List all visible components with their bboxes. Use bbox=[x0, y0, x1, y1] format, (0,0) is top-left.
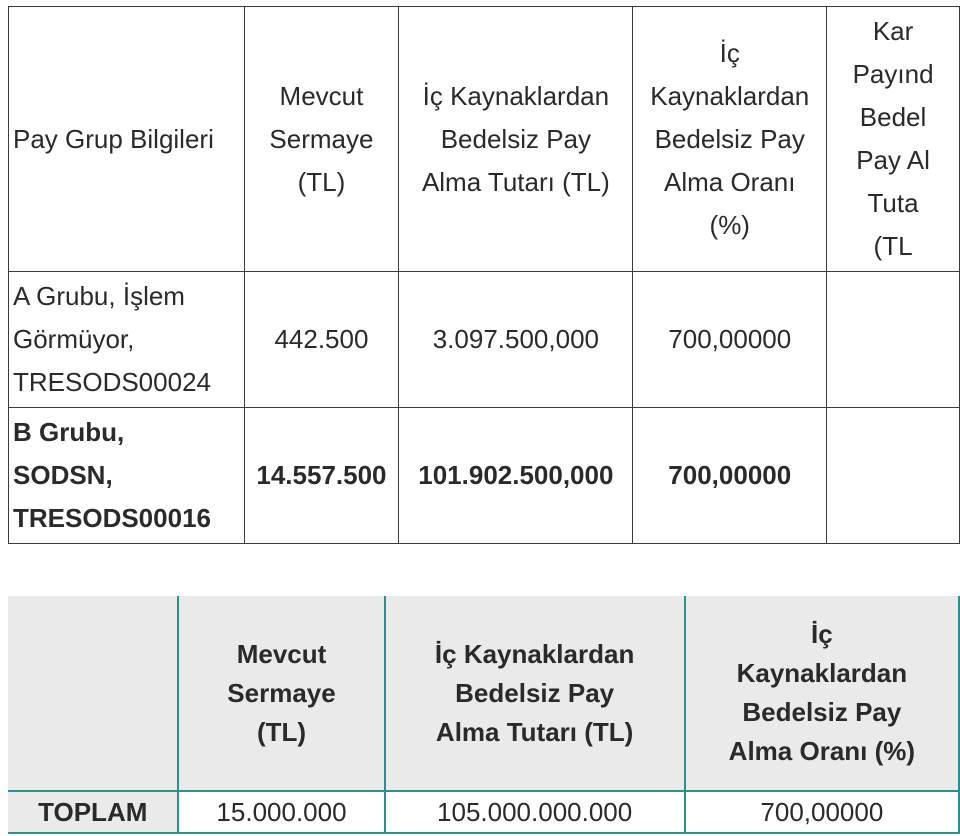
total-bonus-ratio-cell: 700,00000 bbox=[685, 791, 959, 833]
group-label-line: A Grubu, İşlem bbox=[13, 281, 185, 311]
header-line: Kaynaklardan bbox=[650, 80, 810, 111]
header-line: Tuta bbox=[867, 188, 919, 218]
header-line: Mevcut bbox=[236, 638, 327, 669]
group-label-line: Görmüyor, bbox=[13, 324, 135, 354]
header-line: İç Kaynaklardan bbox=[422, 80, 610, 111]
total-bonus-amount-cell: 105.000.000.000 bbox=[385, 791, 685, 833]
header-line: Bedelsiz Pay bbox=[455, 677, 615, 708]
header-line: (TL) bbox=[256, 716, 307, 747]
group-label-line: TRESODS00016 bbox=[13, 503, 211, 533]
header-dividend-partial bbox=[827, 7, 960, 272]
group-label-line: TRESODS00024 bbox=[13, 367, 211, 397]
header-line: İç bbox=[719, 37, 740, 68]
group-label-cell bbox=[9, 272, 245, 408]
header-line: (TL bbox=[873, 231, 913, 261]
header-current-capital bbox=[178, 596, 384, 791]
group-label-line: B Grubu, bbox=[13, 417, 125, 447]
header-line: Bedelsiz Pay bbox=[654, 123, 805, 154]
total-label: TOPLAM bbox=[8, 791, 178, 833]
header-line: Alma Tutarı (TL) bbox=[435, 716, 634, 747]
group-label-cell bbox=[9, 408, 245, 544]
header-line: Pay Grup Bilgileri bbox=[13, 123, 214, 154]
header-line: Bedel bbox=[859, 102, 927, 132]
header-bonus-ratio bbox=[685, 596, 959, 791]
bonus-amount-cell: 3.097.500,000 bbox=[399, 272, 633, 408]
header-line: Alma Tutarı (TL) bbox=[421, 166, 610, 197]
bonus-amount-cell: 101.902.500,000 bbox=[399, 408, 633, 544]
header-line: Payınd bbox=[852, 59, 934, 89]
header-line: Bedelsiz Pay bbox=[440, 123, 592, 154]
header-line: (%) bbox=[709, 209, 750, 240]
total-table bbox=[8, 596, 960, 834]
header-bonus-amount bbox=[399, 7, 633, 272]
capital-cell: 442.500 bbox=[244, 272, 399, 408]
dividend-cell bbox=[827, 408, 960, 544]
header-line: Sermaye bbox=[227, 677, 336, 708]
bonus-ratio-cell: 700,00000 bbox=[633, 272, 827, 408]
capital-cell: 14.557.500 bbox=[244, 408, 399, 544]
header-line: İç bbox=[811, 619, 833, 649]
group-details-table bbox=[8, 6, 960, 544]
header-line: Bedelsiz Pay bbox=[742, 697, 902, 727]
header-line: Mevcut bbox=[279, 80, 364, 111]
total-table-header-row bbox=[8, 596, 959, 791]
header-line: Sermaye bbox=[269, 123, 374, 154]
header-line: Kar bbox=[872, 16, 914, 46]
header-line: İç Kaynaklardan bbox=[434, 638, 635, 669]
bonus-ratio-cell: 700,00000 bbox=[633, 408, 827, 544]
header-line: Pay Al bbox=[856, 145, 930, 175]
table-row-b-group bbox=[9, 408, 960, 544]
header-current-capital bbox=[244, 7, 399, 272]
header-empty bbox=[8, 596, 178, 791]
header-line: Kaynaklardan bbox=[736, 658, 908, 688]
total-capital-cell: 15.000.000 bbox=[178, 791, 384, 833]
group-table-header-row bbox=[9, 7, 960, 272]
group-label-line: SODSN, bbox=[13, 460, 113, 490]
header-bonus-ratio bbox=[633, 7, 827, 272]
header-line: Alma Oranı bbox=[664, 166, 796, 197]
header-bonus-amount bbox=[385, 596, 685, 791]
total-row bbox=[8, 791, 959, 833]
table-row-a-group bbox=[9, 272, 960, 408]
dividend-cell bbox=[827, 272, 960, 408]
header-line: Alma Oranı (%) bbox=[728, 736, 916, 766]
header-group-info bbox=[9, 7, 245, 272]
header-line: (TL) bbox=[297, 166, 346, 197]
